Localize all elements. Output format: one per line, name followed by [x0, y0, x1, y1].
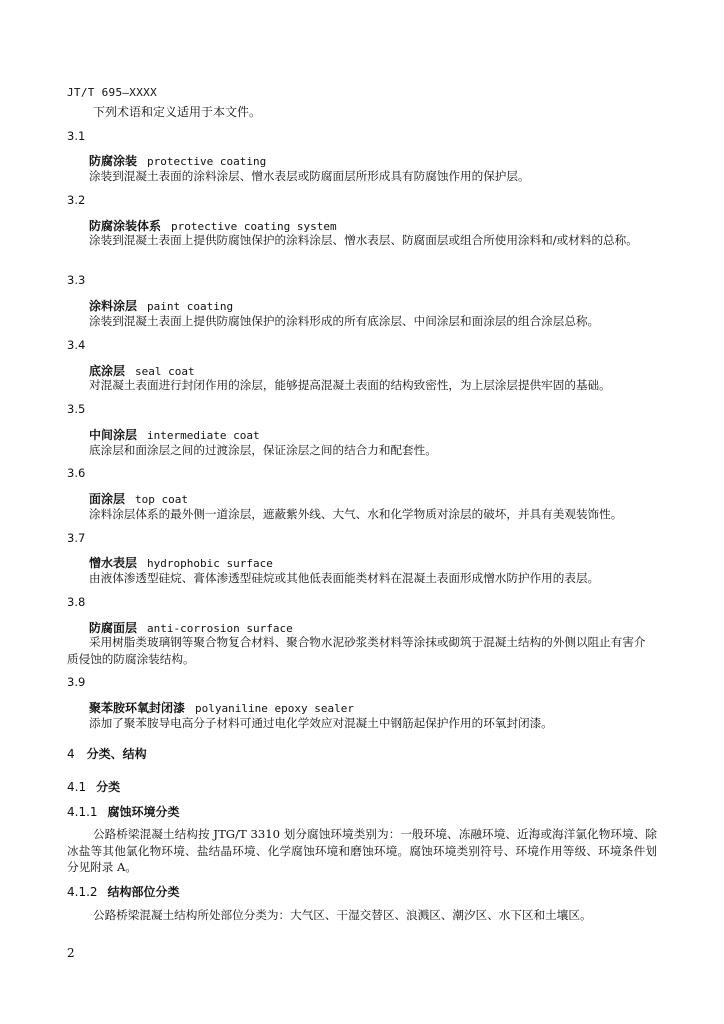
term-zh: 憎水表层 — [89, 556, 138, 570]
term-definition: 添加了聚苯胺导电高分子材料可通过电化学效应对混凝土中钢筋起保护作用的环氧封闭漆。 — [89, 716, 553, 730]
standard-code-header: JT/T 695—XXXX — [67, 86, 157, 99]
term-zh: 涂料涂层 — [89, 299, 138, 313]
section-heading — [67, 745, 147, 762]
term-en: anti-corrosion surface — [147, 622, 293, 635]
term-title — [89, 297, 233, 314]
paragraph: 公路桥梁混凝土结构所处部位分类为：大气区、干湿交替区、浪溅区、潮汐区、水下区和土壤区。 — [93, 908, 592, 922]
term-number: 3.3 — [67, 273, 86, 287]
term-en: top coat — [135, 493, 188, 506]
term-definition: 采用树脂类玻璃钢等聚合物复合材料、聚合物水泥砂浆类材料等涂抹或砌筑于混凝土结构的外侧以阻止有害介质侵蚀的防腐涂装结构。 — [67, 635, 646, 666]
section-number: 4 — [67, 747, 75, 761]
term-number: 3.9 — [67, 675, 86, 689]
term-number: 3.6 — [67, 466, 86, 480]
term-number: 3.2 — [67, 193, 86, 207]
page-number: 2 — [67, 946, 75, 960]
subsection-heading — [67, 803, 180, 820]
term-number: 3.5 — [67, 402, 86, 416]
term-zh: 防腐涂装体系 — [89, 219, 162, 233]
term-en: polyaniline epoxy sealer — [195, 702, 354, 715]
term-number: 3.1 — [67, 129, 86, 143]
term-title — [89, 426, 260, 443]
term-definition: 涂装到混凝土表面上提供防腐蚀保护的涂料形成的所有底涂层、中间涂层和面涂层的组合涂层总称。 — [89, 314, 600, 328]
term-definition: 对混凝土表面进行封闭作用的涂层，能够提高混凝土表面的结构致密性，为上层涂层提供牢固的基础。 — [89, 378, 611, 392]
term-title — [89, 490, 188, 507]
term-zh: 聚苯胺环氧封闭漆 — [89, 701, 186, 715]
subsection-heading — [67, 883, 180, 900]
section-title: 分类、结构 — [86, 747, 147, 761]
term-zh: 防腐涂装 — [89, 154, 138, 168]
term-zh: 面涂层 — [89, 492, 126, 506]
term-definition: 涂料涂层体系的最外侧一道涂层，遮蔽紫外线、大气、水和化学物质对涂层的破坏，并具有美观装饰性。 — [89, 507, 623, 521]
term-en: seal coat — [135, 365, 195, 378]
subsection-title: 结构部位分类 — [107, 885, 180, 899]
term-number: 3.8 — [67, 595, 86, 609]
term-zh: 中间涂层 — [89, 428, 138, 442]
subsection-number: 4.1.1 — [67, 805, 98, 819]
term-en: protective coating — [147, 155, 267, 168]
term-definition: 涂装到混凝土表面的涂料涂层、憎水表层或防腐面层所形成具有防腐蚀作用的保护层。 — [89, 169, 530, 183]
term-number: 3.4 — [67, 338, 86, 352]
subsection-title: 腐蚀环境分类 — [107, 805, 180, 819]
term-zh: 防腐面层 — [89, 621, 138, 635]
term-en: intermediate coat — [147, 429, 260, 442]
term-title — [89, 152, 266, 169]
intro-text: 下列术语和定义适用于本文件。 — [93, 105, 262, 119]
subsection-title: 分类 — [96, 780, 121, 794]
term-en: protective coating system — [171, 220, 337, 233]
term-zh: 底涂层 — [89, 364, 126, 378]
term-en: paint coating — [147, 300, 234, 313]
paragraph: 公路桥梁混凝土结构按 JTG/T 3310 划分腐蚀环境类别为：一般环境、冻融环境、近海或海洋氯化物环境、除冰盐等其他氯化物环境、盐结晶环境、化学腐蚀环境和磨蚀环境。腐蚀环境类别符号、环境作用等级、环境条件划分见附录 A。 — [67, 827, 657, 874]
term-title — [89, 554, 273, 571]
term-number: 3.7 — [67, 531, 86, 545]
term-definition: 由液体渗透型硅烷、膏体渗透型硅烷或其他低表面能类材料在混凝土表面形成憎水防护作用的表层。 — [89, 571, 600, 585]
subsection-number: 4.1.2 — [67, 885, 98, 899]
term-definition: 底涂层和面涂层之间的过渡涂层，保证涂层之间的结合力和配套性。 — [89, 443, 437, 457]
term-definition: 涂装到混凝土表面上提供防腐蚀保护的涂料涂层、憎水表层、防腐面层或组合所使用涂料和/或材料的总称。 — [89, 233, 638, 247]
subsection-number: 4.1 — [67, 780, 87, 794]
term-title — [89, 699, 354, 716]
subsection-heading — [67, 778, 120, 795]
term-en: hydrophobic surface — [147, 557, 273, 570]
